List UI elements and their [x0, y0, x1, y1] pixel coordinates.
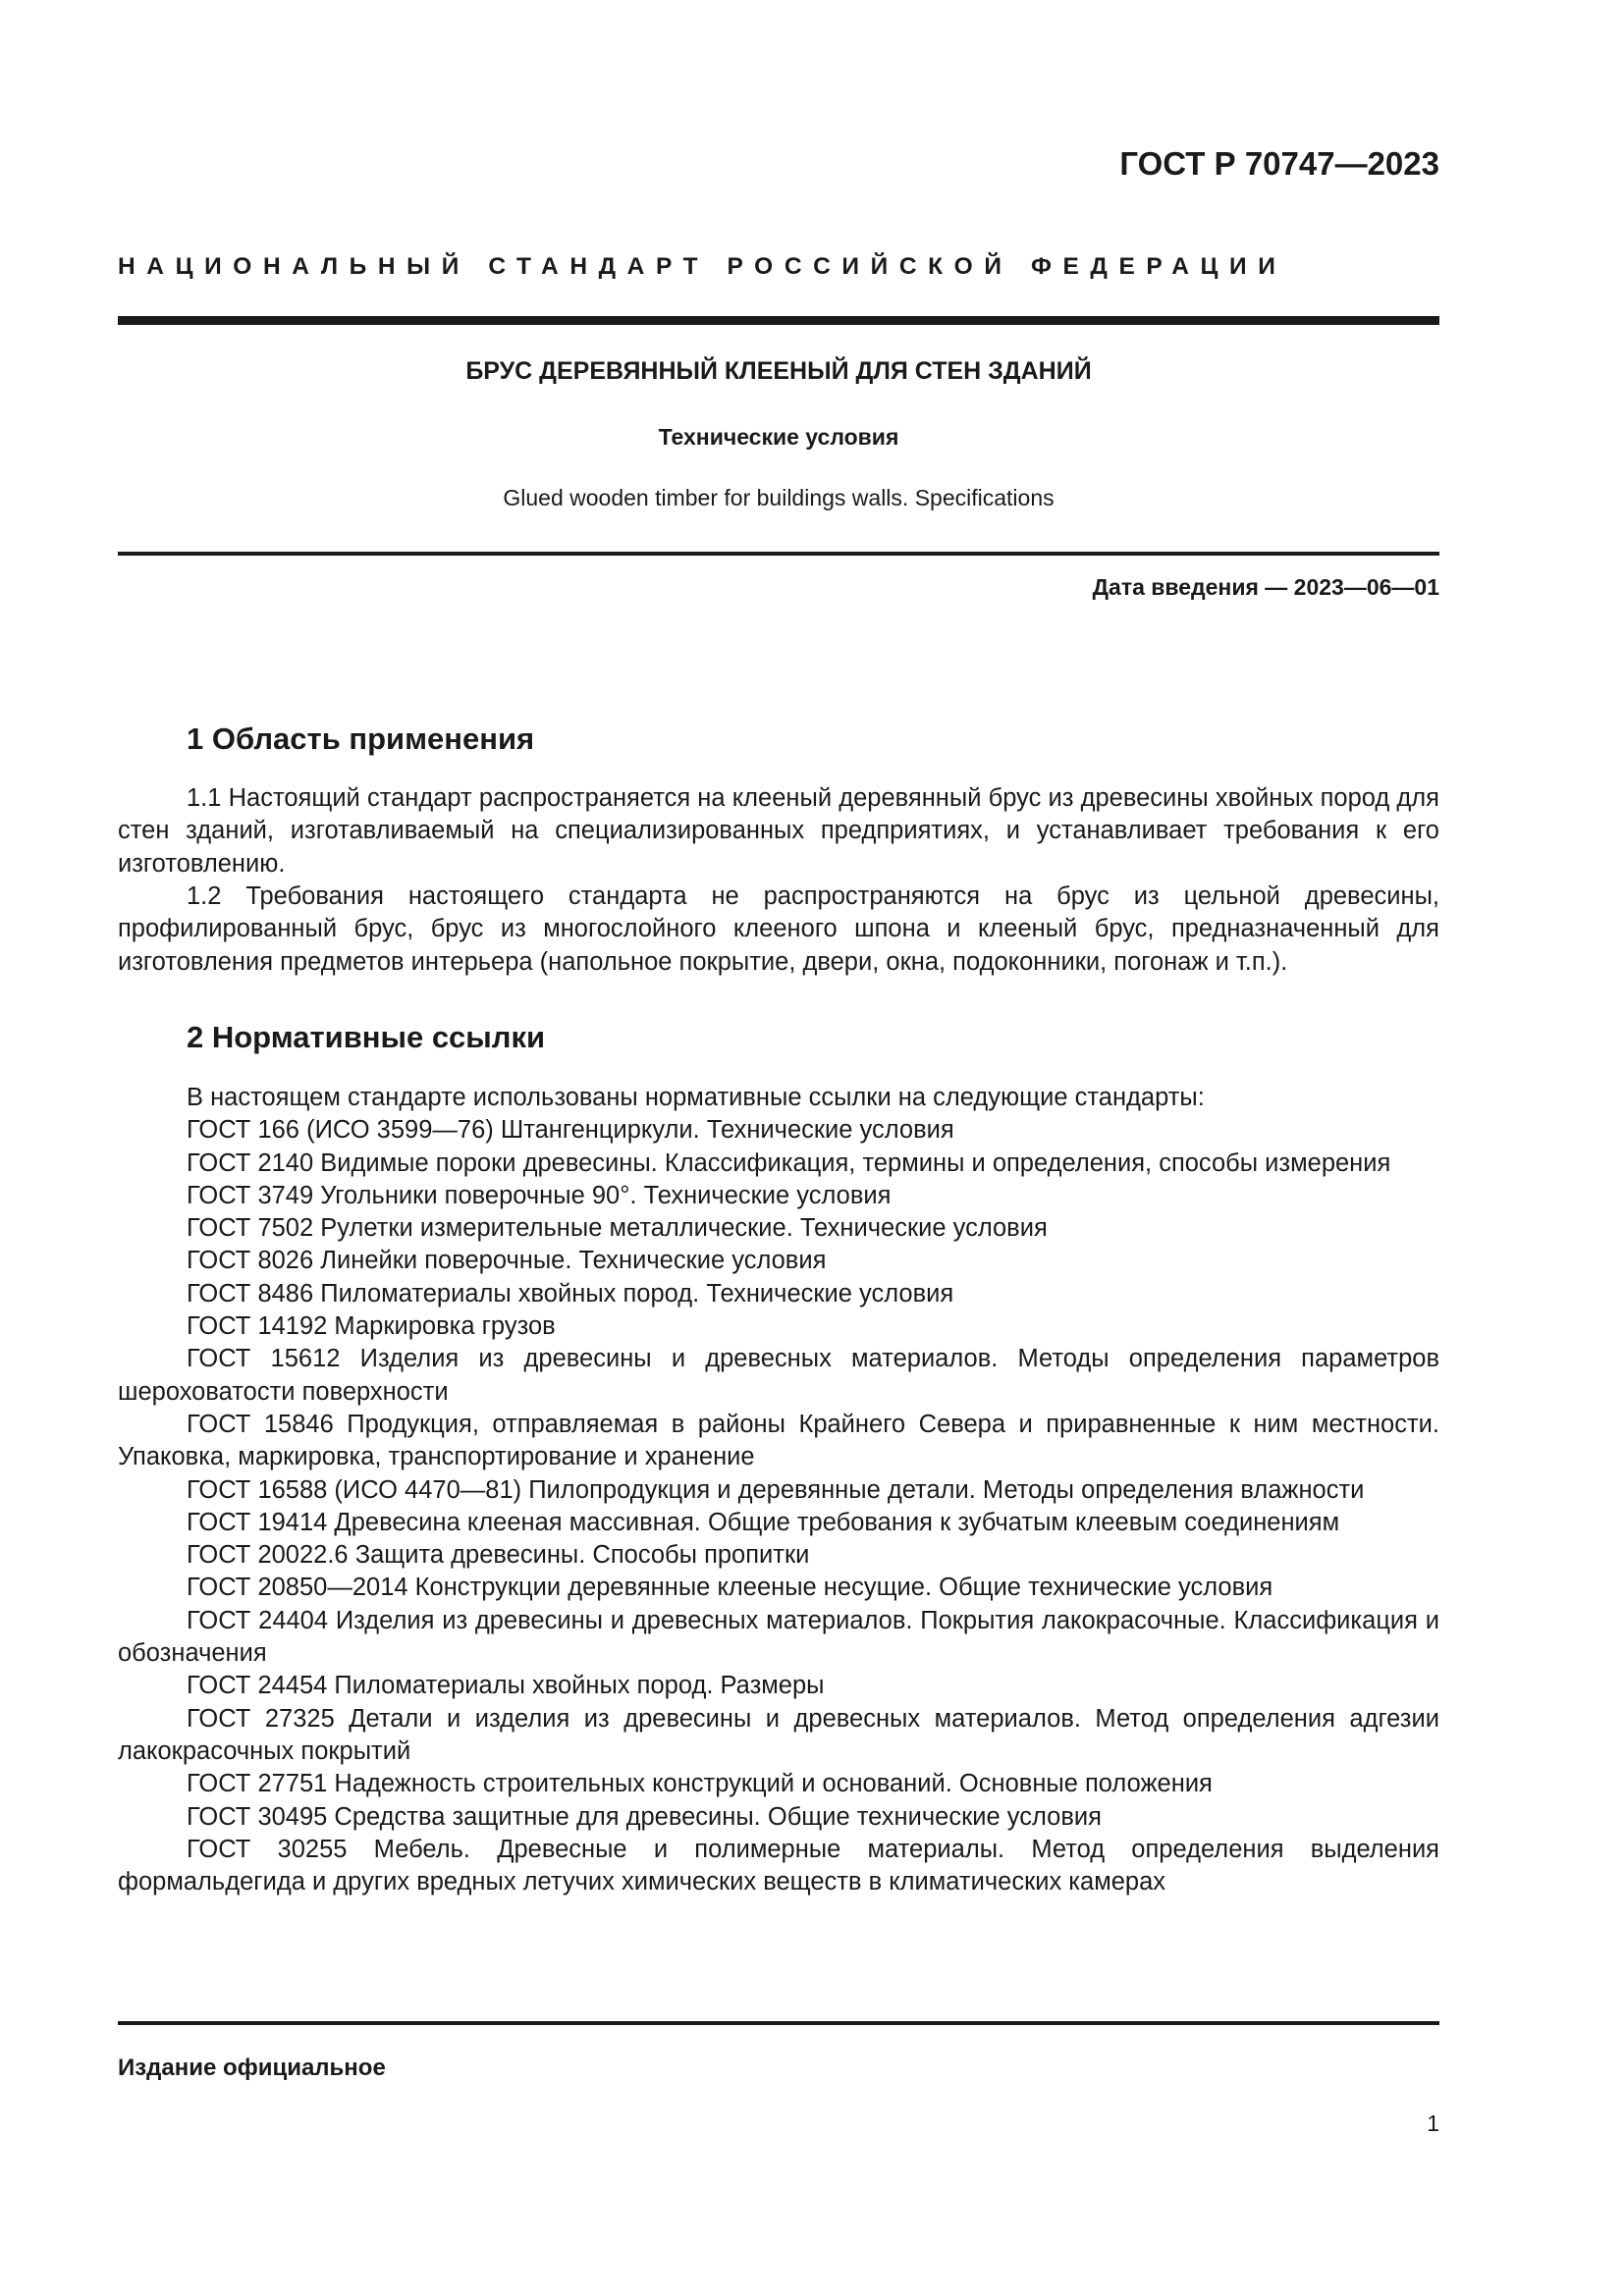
- official-edition-label: Издание официальное: [118, 2055, 386, 2081]
- header-rule: [118, 316, 1439, 325]
- reference-item: ГОСТ 27751 Надежность строительных конструкций и оснований. Основные положения: [187, 1770, 1213, 1798]
- reference-item: ГОСТ 30495 Средства защитные для древесины. Общие технические условия: [187, 1802, 1102, 1831]
- reference-item: ГОСТ 20022.6 Защита древесины. Способы пропитки: [187, 1541, 810, 1570]
- reference-item: ГОСТ 14192 Маркировка грузов: [187, 1312, 556, 1341]
- reference-item: ГОСТ 8026 Линейки поверочные. Технические условия: [187, 1247, 827, 1275]
- section-heading-scope: 1 Область применения: [187, 721, 535, 756]
- title-rule: [118, 552, 1439, 556]
- paragraph-1-1: 1.1 Настоящий стандарт распространяется на клееный деревянный брус из древесины хвойных пород для стен зданий, изготавливаемый на специализированных предприятиях, и устанавливает требования к его изготовлению.: [118, 784, 1439, 878]
- references-intro: В настоящем стандарте использованы нормативные ссылки на следующие стандарты:: [187, 1084, 1205, 1111]
- introduction-date: Дата введения — 2023—06—01: [1092, 574, 1439, 600]
- paragraph-1-2: 1.2 Требования настоящего стандарта не распространяются на брус из цельной древесины, профилированный брус, брус из многослойного клееного шпона и клееный брус, предназначенный для изготовления предметов интерьера (напольное покрытие, двери, окна, подоконники, погонаж и т.п.).: [118, 882, 1439, 976]
- reference-item: ГОСТ 2140 Видимые пороки древесины. Классификация, термины и определения, способы измерения: [187, 1148, 1391, 1177]
- reference-item: ГОСТ 7502 Рулетки измерительные металлические. Технические условия: [187, 1214, 1048, 1243]
- reference-item: ГОСТ 27325 Детали и изделия из древесины и древесных материалов. Метод определения адгезии лакокрасочных покрытий: [118, 1704, 1439, 1765]
- reference-item: ГОСТ 20850—2014 Конструкции деревянные клееные несущие. Общие технические условия: [187, 1574, 1273, 1602]
- document-english-title: Glued wooden timber for buildings walls. Specifications: [503, 485, 1055, 510]
- section-heading-references: 2 Нормативные ссылки: [187, 1020, 546, 1054]
- document-subtitle: Технические условия: [658, 424, 899, 450]
- reference-item: ГОСТ 15846 Продукция, отправляемая в районы Крайнего Севера и приравненные к ним местности. Упаковка, маркировка, транспортирование и хранение: [118, 1410, 1439, 1471]
- reference-item: ГОСТ 166 (ИСО 3599—76) Штангенциркули. Технические условия: [187, 1116, 954, 1145]
- document-code: ГОСТ Р 70747—2023: [1119, 145, 1439, 182]
- reference-item: ГОСТ 15612 Изделия из древесины и древесных материалов. Методы определения параметров шероховатости поверхности: [118, 1345, 1439, 1406]
- references-list: [118, 1082, 1439, 1898]
- reference-item: ГОСТ 24454 Пиломатериалы хвойных пород. Размеры: [187, 1672, 825, 1700]
- national-standard-banner: НАЦИОНАЛЬНЫЙ СТАНДАРТ РОССИЙСКОЙ ФЕДЕРАЦИИ: [118, 253, 1287, 280]
- reference-item: ГОСТ 30255 Мебель. Древесные и полимерные материалы. Метод определения выделения формальдегида и других вредных летучих химических веществ в климатических камерах: [118, 1835, 1439, 1896]
- footer-rule: [118, 2021, 1439, 2025]
- reference-item: ГОСТ 3749 Угольники поверочные 90°. Технические условия: [187, 1181, 892, 1209]
- reference-item: ГОСТ 16588 (ИСО 4470—81) Пилопродукция и деревянные детали. Методы определения влажности: [187, 1475, 1365, 1504]
- reference-item: ГОСТ 8486 Пиломатериалы хвойных пород. Технические условия: [187, 1279, 954, 1308]
- reference-item: ГОСТ 19414 Древесина клееная массивная. Общие требования к зубчатым клеевым соединениям: [187, 1508, 1340, 1536]
- page-number: 1: [1427, 2110, 1439, 2136]
- reference-item: ГОСТ 24404 Изделия из древесины и древесных материалов. Покрытия лакокрасочные. Классификация и обозначения: [118, 1606, 1439, 1668]
- document-title: БРУС ДЕРЕВЯННЫЙ КЛЕЕНЫЙ ДЛЯ СТЕН ЗДАНИЙ: [465, 357, 1092, 385]
